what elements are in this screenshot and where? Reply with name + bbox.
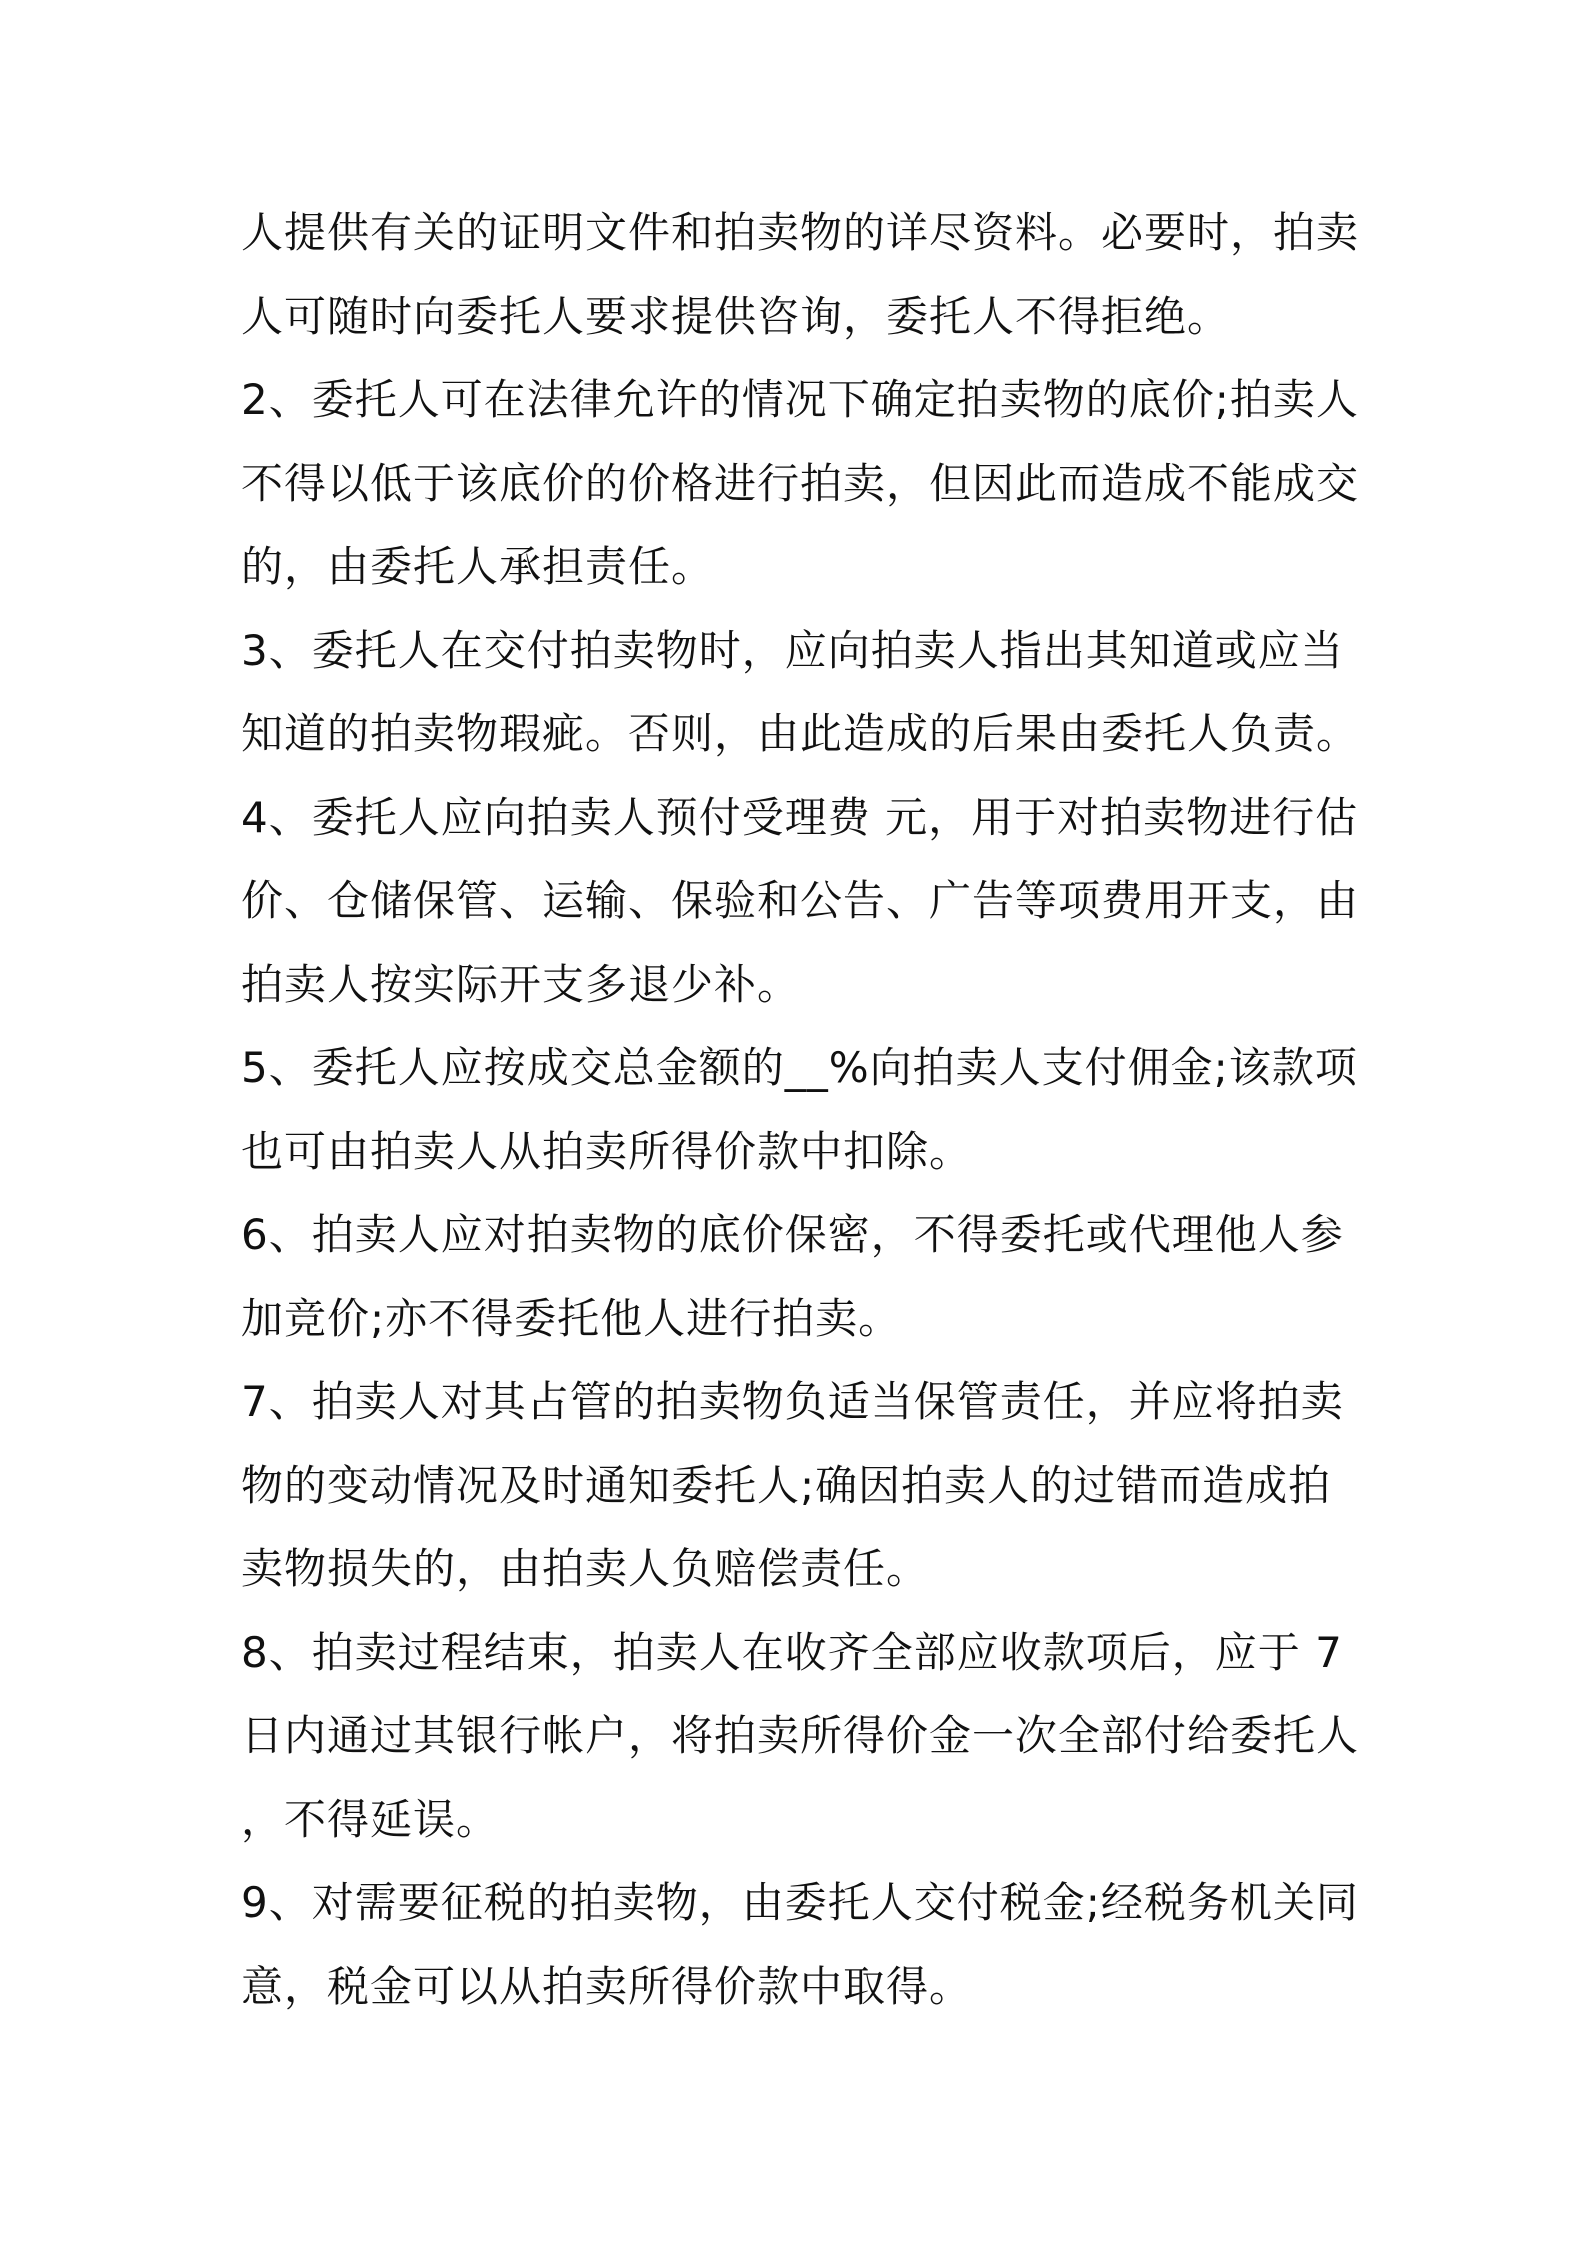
- text-line: 卖物损失的，由拍卖人负赔偿责任。: [241, 1544, 930, 1593]
- text-line: 物的变动情况及时通知委托人;确因拍卖人的过错而造成拍: [241, 1460, 1332, 1510]
- text-line: 4、委托人应向拍卖人预付受理费 元，用于对拍卖物进行估: [241, 792, 1359, 842]
- text-line: 人提供有关的证明文件和拍卖物的详尽资料。必要时，拍卖: [241, 208, 1360, 257]
- text-line: 知道的拍卖物瑕疵。否则，由此造成的后果由委托人负责。: [241, 709, 1360, 758]
- text-line: 8、拍卖过程结束，拍卖人在收齐全部应收款项后，应于 7: [241, 1627, 1343, 1677]
- text-line: 5、委托人应按成交总金额的__%向拍卖人支付佣金;该款项: [241, 1043, 1358, 1092]
- text-line: 价、仓储保管、运输、保验和公告、广告等项费用开支，由: [241, 876, 1360, 925]
- text-line: 7、拍卖人对其占管的拍卖物负适当保管责任，并应将拍卖: [241, 1377, 1344, 1426]
- text-line: 不得以低于该底价的价格进行拍卖，但因此而造成不能成交: [241, 458, 1360, 508]
- document-body: [241, 191, 1361, 2028]
- text-line: 也可由拍卖人从拍卖所得价款中扣除。: [241, 1126, 973, 1176]
- text-line: ，不得延误。: [241, 1794, 500, 1844]
- text-line: 2、委托人可在法律允许的情况下确定拍卖物的底价;拍卖人: [241, 375, 1359, 424]
- text-line: 9、对需要征税的拍卖物，由委托人交付税金;经税务机关同: [241, 1878, 1359, 1927]
- text-line: 拍卖人按实际开支多退少补。: [241, 959, 801, 1009]
- text-line: 日内通过其银行帐户，将拍卖所得价金一次全部付给委托人: [241, 1711, 1360, 1760]
- text-line: 加竞价;亦不得委托他人进行拍卖。: [241, 1293, 902, 1343]
- text-line: 的，由委托人承担责任。: [241, 542, 715, 591]
- text-line: 3、委托人在交付拍卖物时，应向拍卖人指出其知道或应当: [241, 625, 1344, 675]
- text-line: 6、拍卖人应对拍卖物的底价保密，不得委托或代理他人参: [241, 1210, 1344, 1259]
- text-line: 人可随时向委托人要求提供咨询，委托人不得拒绝。: [241, 291, 1231, 341]
- text-line: 意，税金可以从拍卖所得价款中取得。: [241, 1961, 973, 2011]
